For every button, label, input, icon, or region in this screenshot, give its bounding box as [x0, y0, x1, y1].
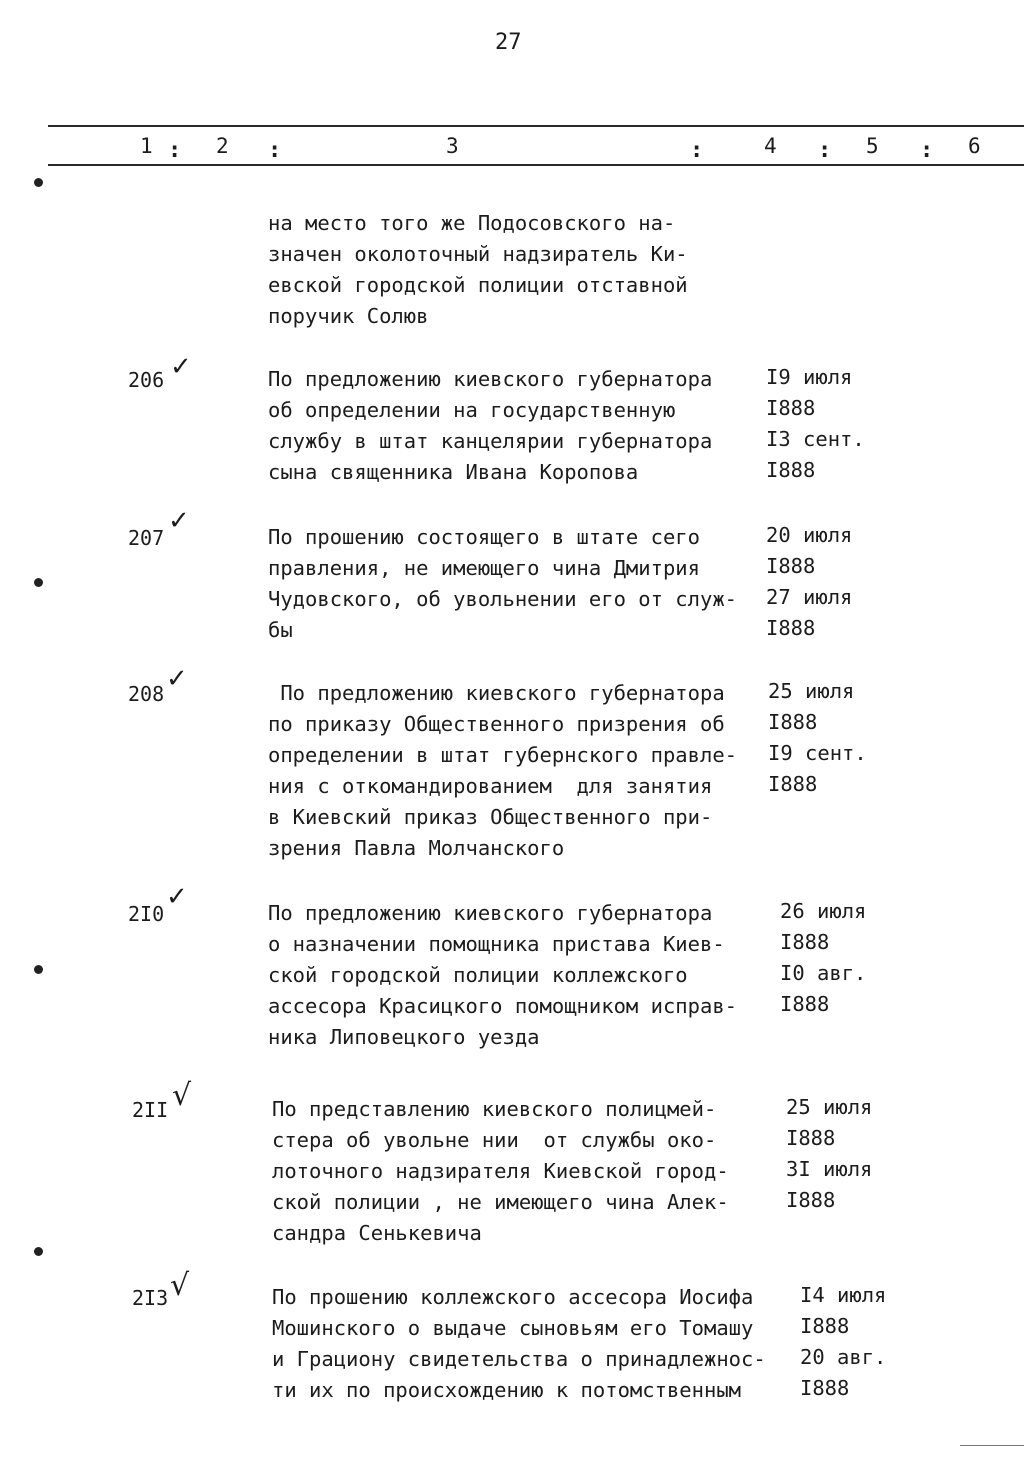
column-3-header: 3	[446, 134, 459, 158]
entry-text: По представлению киевского полицмей- стера об увольне нии от службы око- лоточного надзирателя Киевской город- ской полиции , не имеющего чина Алек- сандра Сенькевича	[272, 1097, 729, 1245]
entry-number: 2II	[132, 1098, 169, 1122]
binding-hole	[34, 965, 43, 974]
column-separator: :	[690, 138, 704, 163]
entry-number: 207	[128, 526, 165, 550]
column-5-header: 5	[866, 134, 879, 158]
check-mark-icon: ✓	[170, 352, 192, 382]
entry-dates: 26 июля I888 I0 авг. I888	[780, 899, 867, 1016]
column-4-header: 4	[764, 134, 777, 158]
entry-number: 2I0	[128, 902, 165, 926]
check-mark-icon: ✓	[166, 664, 188, 694]
column-1-header: 1	[140, 134, 153, 158]
entry-text: По предложению киевского губернатора об определении на государственную службу в штат канцелярии губернатора сына священника Ивана Коропова	[268, 367, 713, 484]
binding-hole	[34, 578, 43, 587]
column-separator: :	[920, 138, 934, 163]
column-separator: :	[168, 138, 182, 163]
header-rule-top	[48, 125, 1024, 127]
entry-dates: I4 июля I888 20 авг. I888	[800, 1283, 887, 1400]
check-mark-icon: ✓	[166, 882, 188, 912]
continuation-text: на место того же Подосовского на- значен околоточный надзиратель Ки- евской городской полиции отставной поручик Солюв	[268, 211, 688, 328]
check-mark-icon: √	[172, 1078, 192, 1113]
header-rule-bottom	[48, 164, 1024, 166]
page-edge-line	[960, 1445, 1024, 1446]
column-2-header: 2	[216, 134, 229, 158]
entry-text: По предложению киевского губернатора о назначении помощника пристава Киев- ской городской полиции коллежского ассесора Красицкого помощником исправ- ника Липовецкого уезда	[268, 901, 737, 1049]
entry-dates: 25 июля I888 3I июля I888	[786, 1095, 873, 1212]
check-mark-icon: √	[170, 1268, 190, 1303]
entry-dates: 25 июля I888 I9 сент. I888	[768, 679, 867, 796]
entry-text: По предложению киевского губернатора по приказу Общественного призрения об определении в штат губернского правле- ния с откомандированием для занятия в Киевский приказ Общественного при- зрения Павла Молчанского	[268, 681, 737, 860]
entry-dates: I9 июля I888 I3 сент. I888	[766, 365, 865, 482]
entry-number: 208	[128, 682, 165, 706]
column-separator: :	[268, 138, 282, 163]
page-number: 27	[495, 30, 522, 55]
check-mark-icon: ✓	[168, 506, 190, 536]
entry-number: 206	[128, 368, 165, 392]
binding-hole	[34, 1247, 43, 1256]
binding-hole	[34, 178, 43, 187]
column-6-header: 6	[968, 134, 981, 158]
entry-text: По прошению состоящего в штате сего правления, не имеющего чина Дмитрия Чудовского, об увольнении его от служ- бы	[268, 525, 737, 642]
entry-dates: 20 июля I888 27 июля I888	[766, 523, 853, 640]
column-separator: :	[818, 138, 832, 163]
entry-number: 2I3	[132, 1286, 169, 1310]
entry-text: По прошению коллежского ассесора Иосифа Мошинского о выдаче сыновьям его Томашу и Грациону свидетельства о принадлежнос- ти их по происхождению к потомственным	[272, 1285, 766, 1402]
